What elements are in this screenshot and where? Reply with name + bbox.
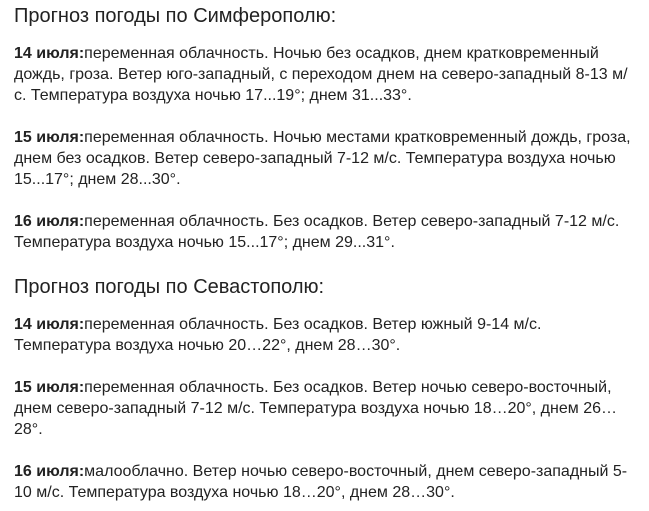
city-forecast-simferopol	[14, 3, 649, 253]
day-text: переменная облачность. Ночью без осадков, днем кратковременный дождь, гроза. Ветер юго-западный, с переходом днем на северо-западный 8-13 м/с. Температура воздуха ночью 17...19°; днем 31...33°.	[14, 45, 628, 104]
day-forecast	[14, 127, 636, 190]
day-text: переменная облачность. Ночью местами кратковременный дождь, гроза, днем без осадков. Ветер северо-западный 7-12 м/с. Температура воздуха ночью 15...17°; днем 28...30°.	[14, 129, 631, 188]
day-forecast	[14, 314, 636, 356]
day-forecast	[14, 377, 636, 440]
day-forecast	[14, 43, 636, 106]
day-date: 14 июля:	[14, 45, 85, 62]
city-title: Прогноз погоды по Севастополю:	[14, 276, 325, 298]
day-date: 14 июля:	[14, 316, 85, 333]
city-title: Прогноз погоды по Симферополю:	[14, 5, 337, 27]
day-forecast	[14, 211, 636, 253]
day-date: 16 июля:	[14, 463, 85, 480]
day-text: переменная облачность. Без осадков. Ветер северо-западный 7-12 м/с. Температура воздуха ночью 15...17°; днем 29...31°.	[14, 213, 620, 251]
day-text: переменная облачность. Без осадков. Ветер ночью северо-восточный, днем северо-западный 7-12 м/с. Температура воздуха ночью 18…20°, днем 26…28°.	[14, 379, 617, 438]
day-date: 16 июля:	[14, 213, 85, 230]
city-forecast-sevastopol	[14, 274, 649, 503]
day-text: переменная облачность. Без осадков. Ветер южный 9-14 м/с. Температура воздуха ночью 20…22°, днем 28…30°.	[14, 316, 542, 354]
day-date: 15 июля:	[14, 379, 85, 396]
day-text: малооблачно. Ветер ночью северо-восточный, днем северо-западный 5-10 м/с. Температура воздуха ночью 18…20°, днем 28…30°.	[14, 463, 628, 501]
day-forecast	[14, 461, 636, 503]
day-date: 15 июля:	[14, 129, 85, 146]
